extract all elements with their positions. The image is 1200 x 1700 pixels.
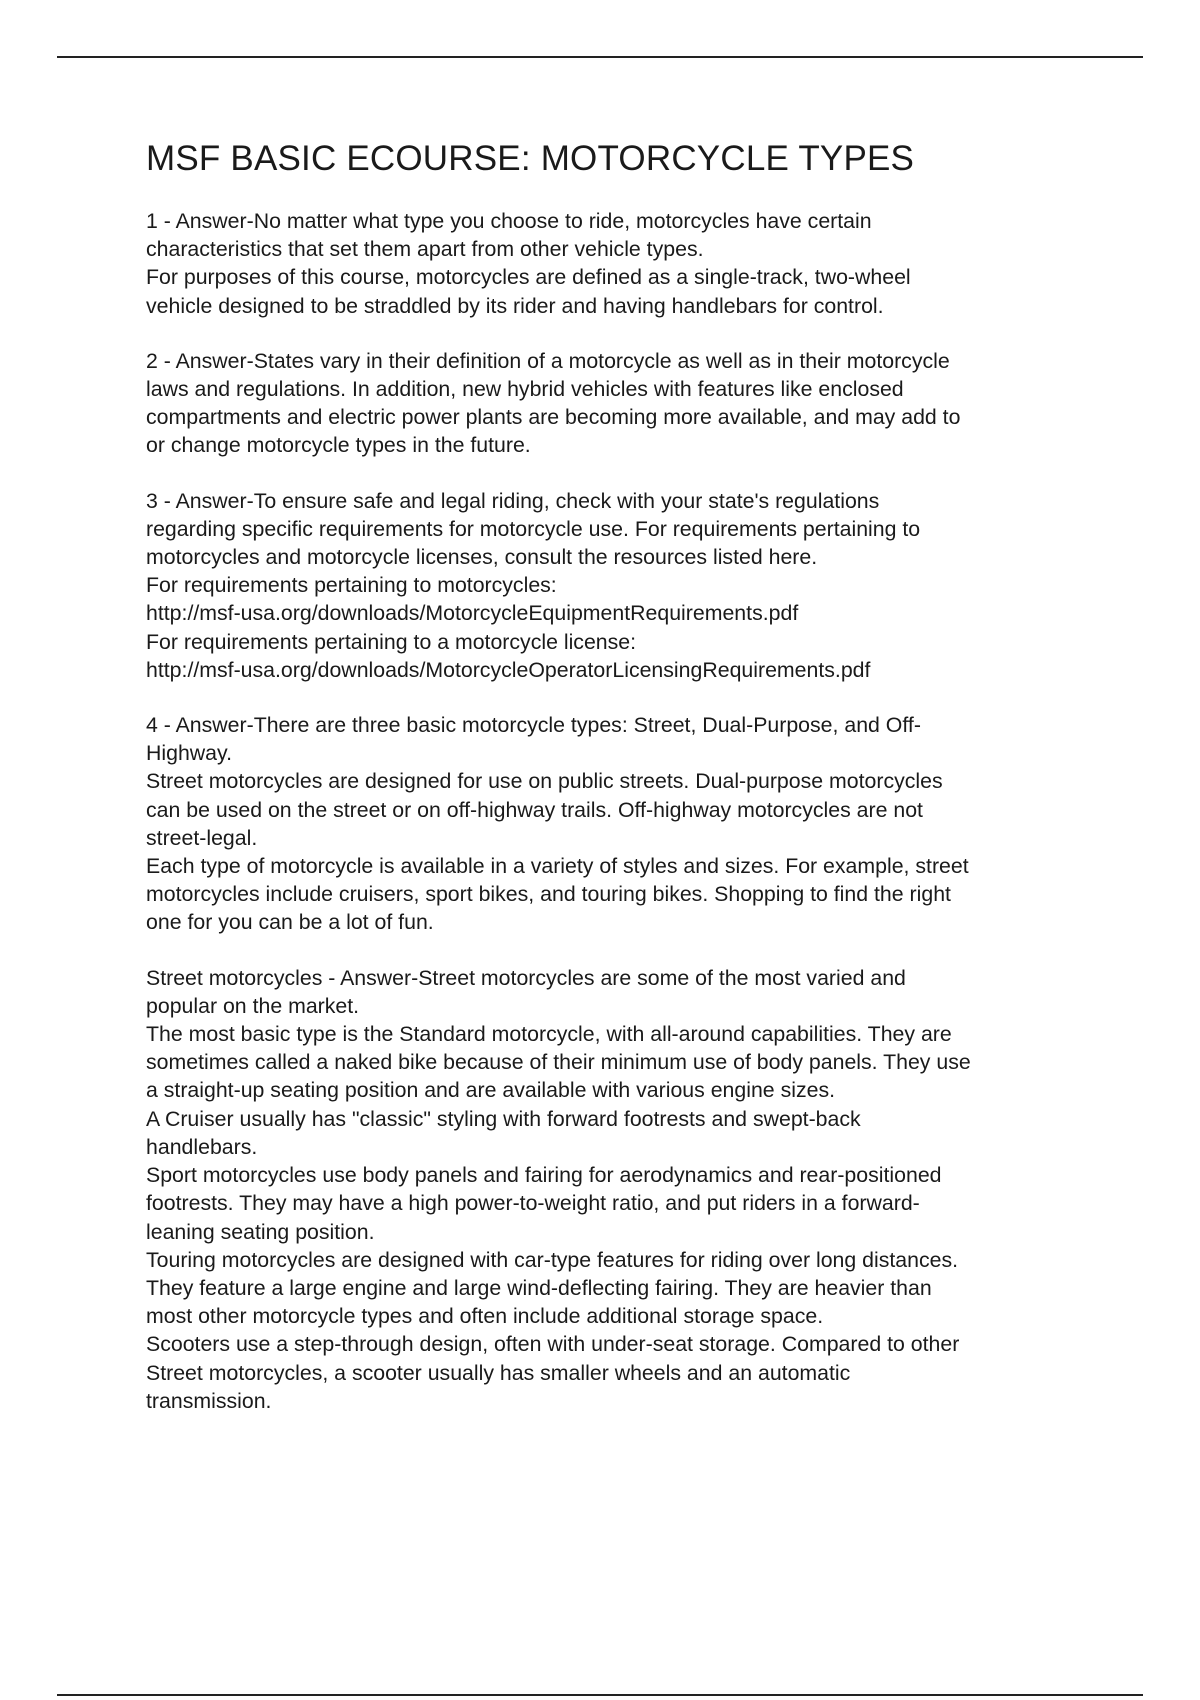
text-line: Street motorcycles - Answer-Street motorcycles are some of the most varied and bbox=[146, 965, 906, 990]
text-line: A Cruiser usually has "classic" styling with forward footrests and swept-back bbox=[146, 1106, 861, 1131]
text-line: compartments and electric power plants are becoming more available, and may add to bbox=[146, 405, 961, 430]
text-line: Street motorcycles are designed for use on public streets. Dual-purpose motorcycles bbox=[146, 769, 943, 794]
text-line: leaning seating position. bbox=[146, 1219, 375, 1244]
text-line: For requirements pertaining to motorcycles: bbox=[146, 573, 557, 598]
text-line: transmission. bbox=[146, 1388, 272, 1413]
text-line: motorcycles include cruisers, sport bikes, and touring bikes. Shopping to find the right bbox=[146, 882, 951, 907]
text-line: can be used on the street or on off-highway trails. Off-highway motorcycles are not bbox=[146, 797, 923, 822]
text-line: The most basic type is the Standard motorcycle, with all-around capabilities. They are bbox=[146, 1022, 952, 1047]
text-line: They feature a large engine and large wind-deflecting fairing. They are heavier than bbox=[146, 1275, 932, 1300]
text-line: regarding specific requirements for motorcycle use. For requirements pertaining to bbox=[146, 516, 921, 541]
text-line: http://msf-usa.org/downloads/MotorcycleEquipmentRequirements.pdf bbox=[146, 601, 799, 626]
answer-section bbox=[146, 207, 1096, 320]
text-line: 3 - Answer-To ensure safe and legal riding, check with your state's regulations bbox=[146, 488, 880, 513]
bottom-divider bbox=[57, 1694, 1143, 1696]
page-title: MSF BASIC ECOURSE: MOTORCYCLE TYPES bbox=[146, 139, 915, 178]
text-line: Sport motorcycles use body panels and fairing for aerodynamics and rear-positioned bbox=[146, 1163, 942, 1188]
text-line: or change motorcycle types in the future. bbox=[146, 433, 531, 458]
document-body bbox=[146, 138, 1096, 1442]
text-line: Highway. bbox=[146, 741, 233, 766]
top-divider bbox=[57, 56, 1143, 58]
text-line: Street motorcycles, a scooter usually has smaller wheels and an automatic bbox=[146, 1360, 851, 1385]
text-line: vehicle designed to be straddled by its rider and having handlebars for control. bbox=[146, 293, 884, 318]
text-line: one for you can be a lot of fun. bbox=[146, 910, 434, 935]
text-line: 2 - Answer-States vary in their definition of a motorcycle as well as in their motorcycle bbox=[146, 348, 950, 373]
sections-container bbox=[146, 207, 1096, 1415]
text-line: footrests. They may have a high power-to-weight ratio, and put riders in a forward- bbox=[146, 1191, 920, 1216]
text-line: Scooters use a step-through design, often with under-seat storage. Compared to other bbox=[146, 1332, 960, 1357]
text-line: characteristics that set them apart from other vehicle types. bbox=[146, 237, 704, 262]
answer-section bbox=[146, 711, 1096, 937]
text-line: popular on the market. bbox=[146, 993, 360, 1018]
text-line: most other motorcycle types and often include additional storage space. bbox=[146, 1304, 824, 1329]
text-line: Touring motorcycles are designed with car-type features for riding over long distances. bbox=[146, 1247, 959, 1272]
answer-section bbox=[146, 964, 1096, 1415]
text-line: handlebars. bbox=[146, 1134, 258, 1159]
text-line: a straight-up seating position and are available with various engine sizes. bbox=[146, 1078, 836, 1103]
text-line: motorcycles and motorcycle licenses, consult the resources listed here. bbox=[146, 545, 818, 570]
text-line: For requirements pertaining to a motorcycle license: bbox=[146, 629, 637, 654]
answer-section bbox=[146, 347, 1096, 460]
text-line: 1 - Answer-No matter what type you choose to ride, motorcycles have certain bbox=[146, 209, 872, 233]
text-line: 4 - Answer-There are three basic motorcycle types: Street, Dual-Purpose, and Off- bbox=[146, 713, 921, 738]
text-line: For purposes of this course, motorcycles are defined as a single-track, two-wheel bbox=[146, 265, 911, 290]
text-line: sometimes called a naked bike because of their minimum use of body panels. They use bbox=[146, 1050, 971, 1075]
text-line: Each type of motorcycle is available in a variety of styles and sizes. For example, street bbox=[146, 854, 969, 879]
answer-section bbox=[146, 487, 1096, 684]
text-line: laws and regulations. In addition, new hybrid vehicles with features like enclosed bbox=[146, 377, 904, 402]
text-line: http://msf-usa.org/downloads/MotorcycleOperatorLicensingRequirements.pdf bbox=[146, 657, 871, 682]
text-line: street-legal. bbox=[146, 825, 258, 850]
